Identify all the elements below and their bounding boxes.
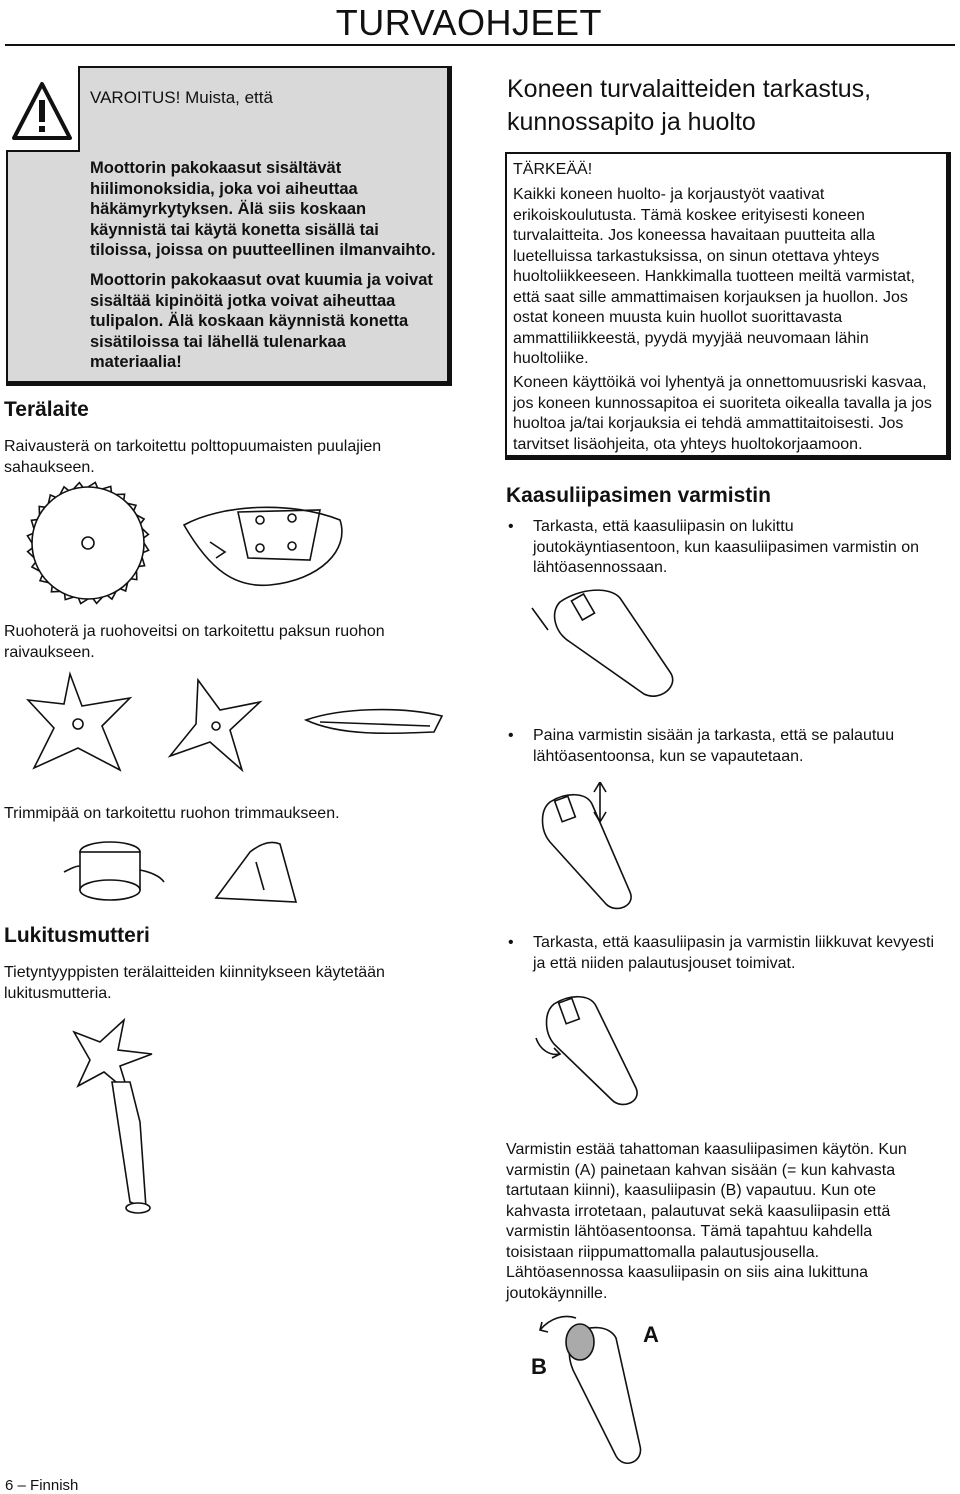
page-footer (5, 1477, 78, 1494)
up-down-arrow-icon (594, 782, 606, 822)
four-tooth-grass-blade-icon (28, 674, 130, 770)
important-label: TÄRKEÄÄ! (513, 161, 593, 178)
warning-triangle-icon (6, 66, 78, 150)
warning-paragraph-2: Moottorin pakokaasut ovat kuumia ja voivat sisältää kipinöitä jotka voivat aiheuttaa tulipalon. Älä koskaan käynnistä konetta sisätiloissa tai lähellä tulenarkaa materiaalia! (90, 271, 433, 371)
handle-illustration-1 (520, 582, 700, 712)
trimmer-head-icon (64, 842, 164, 900)
header-rule (5, 44, 955, 46)
bullet-3-text: Tarkasta, että kaasuliipasin ja varmistin liikkuvat kevyesti ja että niiden palautusjouset toimivat. (533, 934, 935, 972)
footer-dash: – (17, 1477, 26, 1494)
grass-blade-guard-icon (306, 710, 442, 734)
bullet-2-text: Paina varmistin sisään ja tarkasta, että se palautuu lähtöasentoonsa, kun se vapautetaan. (533, 727, 895, 765)
grass-blades-illustration (20, 668, 460, 778)
trimmipaa-text: Trimmipää on tarkoitettu ruohon trimmaukseen. (4, 805, 340, 822)
handle-illustration-4 (520, 1306, 700, 1476)
saw-blade-icon (27, 482, 148, 603)
bullet-1-text: Tarkasta, että kaasuliipasin on lukittu joutokäyntiasentoon, kun kaasuliipasimen varmistin on lähtöasennossaan. (533, 518, 919, 576)
locking-nut-illustration (60, 1012, 210, 1242)
bullet-3-dot: • (508, 934, 514, 951)
bullet-1-dot: • (508, 518, 514, 535)
bullet-2-dot: • (508, 727, 514, 744)
warning-paragraph-1: Moottorin pakokaasut sisältävät hiilimonoksidia, joka voi aiheuttaa häkämyrkytyksen. Älä siis koskaan käynnistä tai käytä konetta sisällä tai tiloissa, joissa on puutteellinen ilmanvaihto. (90, 159, 436, 259)
locking-nut-icon (74, 1020, 152, 1213)
trimmer-guard-icon (216, 842, 296, 902)
lukitus-text: Tietyntyyppisten terälaitteiden kiinnitykseen käytetään lukitusmutteria. (4, 964, 385, 1002)
heading-safety-devices: Koneen turvalaitteiden tarkastus, kunnossapito ja huolto (507, 75, 872, 136)
label-b: B (531, 1354, 547, 1379)
footer-language: Finnish (30, 1477, 79, 1494)
saw-blade-and-guard-illustration (20, 480, 360, 610)
warning-title: VAROITUS! Muista, että (90, 88, 273, 107)
heading-throttle-lockout: Kaasuliipasimen varmistin (506, 484, 771, 507)
three-tooth-grass-blade-icon (170, 680, 260, 770)
throttle-handle-icon (566, 1324, 641, 1463)
heading-lukitusmutteri: Lukitusmutteri (4, 924, 150, 947)
trimmer-head-illustration (60, 832, 320, 912)
throttle-handle-icon (532, 590, 673, 696)
varmistin-text: Varmistin estää tahattoman kaasuliipasimen käytön. Kun varmistin (A) painetaan kahvan sisään (= kun kahvasta tartutaan kiinni), kaasuliipasin (B) vapautuu. Kun ote kahvasta irrotetaan, palautuvat sekä kaasuliipasin että varmistin lähtöasentoonsa. Tämä tapahtuu kahdella toisistaan riippumattomalla palautusjousella. Lähtöasennossa kaasuliipasin on siis aina lukittuna joutokäynnille. (506, 1141, 907, 1302)
handle-illustration-3 (520, 988, 700, 1108)
raivaustera-text: Raivausterä on tarkoitettu polttopuumaisten puulajien sahaukseen. (4, 438, 382, 476)
warning-icon-cell (6, 66, 80, 152)
page-number: 6 (5, 1477, 14, 1494)
ruohotera-text: Ruohoterä ja ruohoveitsi on tarkoitettu paksun ruohon raivaukseen. (4, 623, 385, 661)
label-a: A (643, 1322, 659, 1347)
page-title: TURVAOHJEET (335, 2, 602, 43)
important-paragraph-1: Kaikki koneen huolto- ja korjaustyöt vaativat erikoiskoulutusta. Tämä koskee erityisesti koneen turvalaitteita. Jos koneessa havaitaan puutteita alla luetelluissa tarkastuksissa, on sinun otettava yhteys huoltoliikkeeseen. Hankkimalla tuotteen meiltä varmistat, että saat sille ammattimaisen korjauksen ja huollon. Jos ostat koneen muusta kuin huollot suorittavasta ammattiliikkeestä, pyydä myyjää neuvomaan lähin huoltoliike. (513, 186, 915, 367)
throttle-handle-icon (547, 997, 638, 1105)
blade-guard-icon (184, 507, 342, 585)
heading-teralaite: Terälaite (4, 398, 89, 421)
throttle-handle-icon (543, 795, 632, 909)
important-paragraph-2: Koneen käyttöikä voi lyhentyä ja onnettomuusriski kasvaa, jos koneen kunnossapitoa ei suoriteta oikealla tavalla ja jos huoltoa ja/tai korjauksia ei tehdä ammattitaitoisesti. Jos tarvitset lisäohjeita, ota yhteys huoltokorjaamoon. (513, 374, 932, 453)
handle-illustration-2 (520, 782, 700, 912)
